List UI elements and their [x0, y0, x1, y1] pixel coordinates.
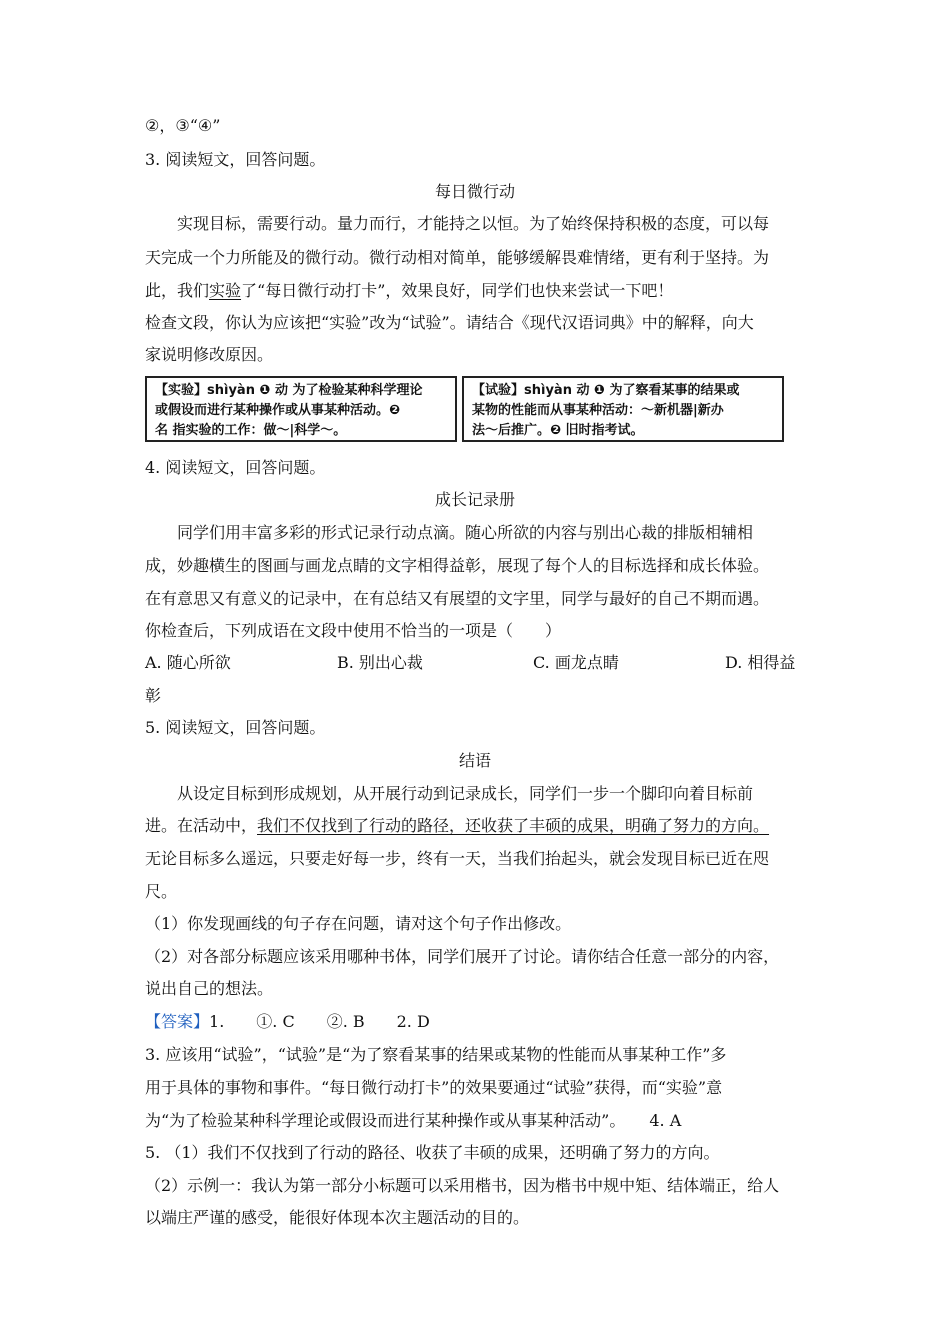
paragraph-line: 在有意思又有意义的记录中，在有总结又有展望的文字里，同学与最好的自己不期而遇。	[145, 589, 770, 608]
paragraph-line: 天完成一个力所能及的微行动。微行动相对简单，能够缓解畏难情绪，更有利于坚持。为	[145, 248, 770, 267]
dict-line: 【试验】shìyàn 动 ❶ 为了察看某事的结果或	[472, 383, 740, 398]
option-a: A. 随心所欲	[145, 653, 231, 672]
underlined-sentence: 我们不仅找到了行动的路径，还收获了丰硕的成果，明确了努力的方向。	[257, 816, 770, 835]
paragraph-line: 尺。	[145, 882, 178, 901]
paragraph-line: 从设定目标到形成规划，从开展行动到记录成长，同学们一步一个脚印向着目标前	[177, 784, 754, 803]
question-3-heading: 3. 阅读短文，回答问题。	[145, 150, 326, 169]
dict-line: 或假设而进行某种操作或从事某种活动。❷	[155, 403, 401, 418]
dict-line: 名 指实验的工作：做～|科学～。	[155, 423, 347, 438]
question-prompt: 你检查后，下列成语在文段中使用不恰当的一项是（ ）	[145, 621, 562, 640]
underlined-word: 实验	[209, 281, 242, 300]
answer-values: 1. ①. C ②. B 2. D	[209, 1012, 430, 1031]
passage-title-daily-action: 每日微行动	[434, 182, 515, 201]
question-4-heading: 4. 阅读短文，回答问题。	[145, 458, 326, 477]
paragraph-line: 无论目标多么遥远，只要走好每一步，终有一天，当我们抬起头，就会发现目标已近在咫	[145, 849, 770, 868]
answer-5-line: 以端庄严谨的感受，能很好体现本次主题活动的目的。	[145, 1208, 530, 1227]
passage-title-conclusion: 结语	[458, 751, 491, 770]
subquestion-2: （2）对各部分标题应该采用哪种书体，同学们展开了讨论。请你结合任意一部分的内容，	[145, 947, 780, 966]
paragraph-line	[145, 281, 673, 303]
answer-5-line: （2）示例一：我认为第一部分小标题可以采用楷书，因为楷书中规中矩、结体端正，给人	[145, 1176, 780, 1195]
paragraph-line	[145, 816, 769, 838]
answer-tag: 【答案】	[145, 1012, 210, 1031]
answer-3-line: 3. 应该用“试验”，“试验”是“为了察看某事的结果或某物的性能而从事某种工作”多	[145, 1045, 727, 1064]
dict-line: 法～后推广。❷ 旧时指考试。	[472, 423, 644, 438]
question-prompt: 家说明修改原因。	[145, 345, 274, 364]
subquestion-1: （1）你发现画线的句子存在问题，请对这个句子作出修改。	[145, 914, 572, 933]
dict-line: 【实验】shìyàn ❶ 动 为了检验某种科学理论	[155, 383, 423, 398]
paragraph-line: 成，妙趣横生的图画与画龙点睛的文字相得益彰，展现了每个人的目标选择和成长体验。	[145, 556, 770, 575]
question-5-heading: 5. 阅读短文，回答问题。	[145, 718, 326, 737]
paragraph-line: 实现目标，需要行动。量力而行，才能持之以恒。为了始终保持积极的态度，可以每	[177, 214, 770, 233]
text-run: 了“每日微行动打卡”，效果良好，同学们也快来尝试一下吧！	[241, 281, 674, 300]
text-run: 此，我们	[145, 281, 210, 300]
text-run: 进。在活动中，	[145, 816, 258, 835]
answer-fragment: ②，③“④”	[145, 116, 221, 135]
answer-3-line: 用于具体的事物和事件。“每日微行动打卡”的效果要通过“试验”获得，而“实验”意	[145, 1078, 723, 1097]
answer-3-line: 为“为了检验某种科学理论或假设而进行某种操作或从事某种活动”。 4. A	[145, 1111, 682, 1130]
dictionary-entry-shiyan-test	[462, 376, 784, 442]
answer-5-line: 5. （1）我们不仅找到了行动的路径、收获了丰硕的成果，还明确了努力的方向。	[145, 1143, 720, 1162]
option-c: C. 画龙点睛	[533, 653, 619, 672]
question-prompt: 检查文段，你认为应该把“实验”改为“试验”。请结合《现代汉语词典》中的解释，向大	[145, 313, 754, 332]
option-d: D. 相得益	[725, 653, 796, 672]
passage-title-growth-record: 成长记录册	[434, 490, 515, 509]
option-d-wrap: 彰	[145, 686, 162, 705]
option-b: B. 别出心裁	[337, 653, 423, 672]
dict-line: 某物的性能而从事某种活动：～新机器|新办	[472, 403, 724, 418]
paragraph-line: 同学们用丰富多彩的形式记录行动点滴。随心所欲的内容与别出心裁的排版相辅相	[177, 523, 754, 542]
subquestion-2-cont: 说出自己的想法。	[145, 979, 274, 998]
answer-line	[145, 1012, 430, 1034]
dictionary-entry-shiyan-experiment	[145, 376, 457, 442]
